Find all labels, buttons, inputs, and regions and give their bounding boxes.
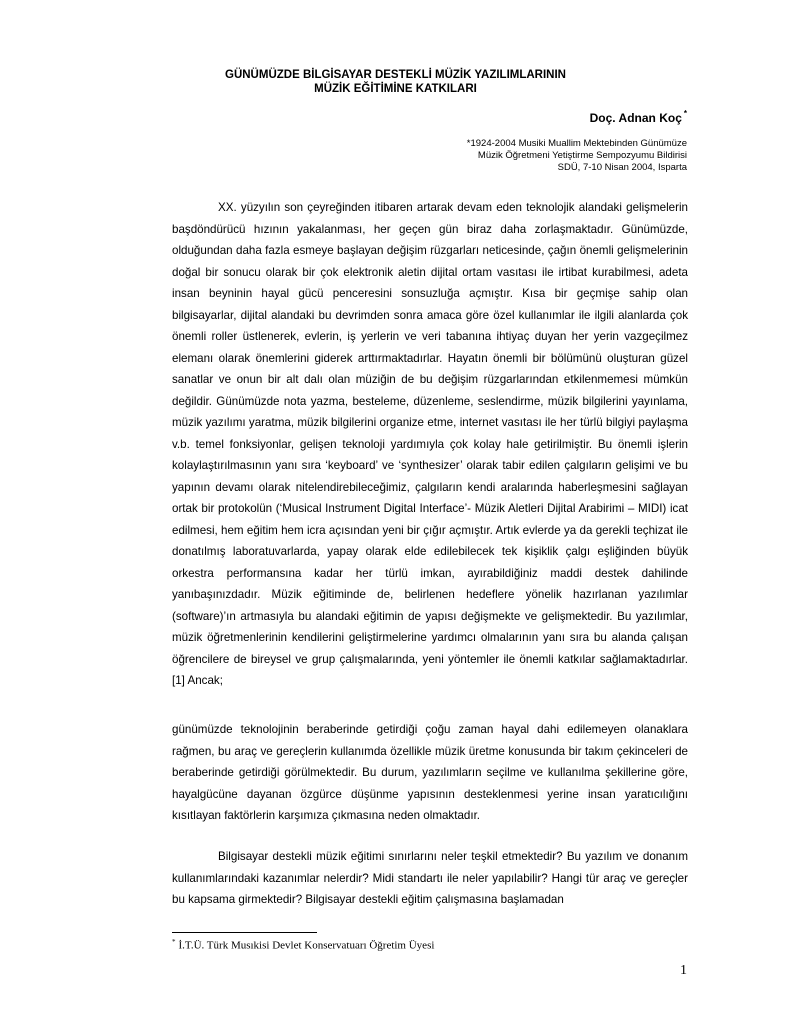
footnote (172, 938, 434, 952)
body-paragraph-3: Bilgisayar destekli müzik eğitimi sınırlarını neler teşkil etmektedir? Bu yazılım ve donanım kullanımlarındaki kazanımlar nelerdir? Midi standartı ile neler yapılabilir? Hangi tür araç ve gereçler bu kapsama girmektedir? Bilgisayar destekli eğitim çalışmasına başlamadan (172, 850, 688, 906)
paper-title-line-1: GÜNÜMÜZDE BİLGİSAYAR DESTEKLİ MÜZİK YAZILIMLARININ (225, 69, 566, 81)
footnote-marker: * (172, 938, 176, 946)
page-number: 1 (680, 963, 687, 978)
author-footnote-marker: * (683, 109, 687, 118)
footnote-separator (172, 932, 317, 933)
body-paragraph-2: günümüzde teknolojinin beraberinde getirdiği çoğu zaman hayal dahi edilemeyen olanaklara rağmen, bu araç ve gereçlerin kullanımda özellikle müzik üretme konusunda bir takım çekinceleri de beraberinde getirdiği görülmektedir. Bu durum, yazılımların seçilme ve kullanılma şekillerine göre, hayalgücüne dayanan özgürce düşünme yapısının desteklenmesi yerine insan yaratıcılığını kısıtlayan faktörlerin karşımıza çıkmasına neden olmaktadır. (172, 723, 688, 822)
footnote-text: İ.T.Ü. Türk Musıkisi Devlet Konservatuarı Öğretim Üyesi (178, 939, 435, 952)
paper-title-line-2: MÜZİK EĞİTİMİNE KATKILARI (314, 83, 477, 95)
author-name: Doç. Adnan Koç (589, 111, 682, 125)
conference-note-line-1: *1924-2004 Musiki Muallim Mektebinden Günümüze (466, 138, 687, 149)
conference-note-line-2: Müzik Öğretmeni Yetiştirme Sempozyumu Bildirisi (477, 150, 687, 161)
author-line (590, 110, 687, 125)
conference-note-line-3: SDÜ, 7-10 Nisan 2004, Isparta (557, 162, 687, 173)
body-paragraph-1: XX. yüzyılın son çeyreğinden itibaren artarak devam eden teknolojik alandaki gelişmelerin başdöndürücü hızının yakalanması, her geçen gün biraz daha zorlaşmaktadır. Günümüzde, olduğundan daha fazla esmeye başlayan değişim rüzgarları neticesinde, çağın önemli gelişmelerinin doğal bir sonucu olarak bir çok elektronik aletin dijital ortam vasıtası ile irtibat kurabilmesi, adeta insan beyninin hayal gücü penceresini sonsuzluğa açmıştır. Kısa bir geçmişe sahip olan bilgisayarlar, dijital alandaki bu devrimden sonra amaca göre özel kullanımlar ile ilgili alanlarda çok önemli roller üstlenerek, evlerin, iş yerlerin ve veri tabanına ihtiyaç duyan her yerin vazgeçilmez elemanı olarak önemlerini giderek arttırmaktadırlar. Hayatın önemli bir bölümünü oluşturan güzel sanatlar ve onun bir alt dalı olan müziğin de bu değişim rüzgarlarından etkilenmemesi mümkün değildir. Günümüzde nota yazma, besteleme, düzenleme, seslendirme, müzik bilgilerini yayınlama, müzik yazılımı yaratma, müzik bilgilerini organize etme, internet vasıtası ile her türlü bilgiyi paylaşma v.b. temel fonksiyonlar, gelişen teknoloji yardımıyla çok kolay hale getirilmiştir. Bu önemli işlerin kolaylaştırılmasının yanı sıra ‘keyboard’ ve ‘synthesizer’ olarak tabir edilen çalgıların gelişimi ve bu yapının devamı olarak nitelendirebileceğimiz, çalgıların kendi aralarında haberleşmesini sağlayan ortak bir protokolün (‘Musical Instrument Digital Interface’- Müzik Aletleri Dijital Arabirimi – MIDI) icat edilmesi, hem eğitim hem icra açısından yeni bir çığır açmıştır. Artık evlerde ya da gerekli teçhizat ile donatılmış laboratuvarlarda, yapay olarak elde edilebilecek tek kişiklik çalgı eşliğinden büyük orkestra performansına kadar her türlü imkan, ayırabildiğiniz maddi destek dahilinde yanıbaşınızdadır. Müzik eğitiminde de, belirlenen hedeflere yönelik hazırlanan yazılımlar (software)’ın artmasıyla bu alandaki eğitimin de yapısı değişmekte ve gelişmektedir. Bu yazılımlar, müzik öğretmenlerinin kendilerini geliştirmelerine yardımcı olmalarının yanı sıra bu alanda çalışan öğrencilere de bireysel ve grup çalışmalarında, yeni yöntemler ile önemli katkılar sağlamaktadırlar.[1] Ancak; (172, 201, 688, 687)
